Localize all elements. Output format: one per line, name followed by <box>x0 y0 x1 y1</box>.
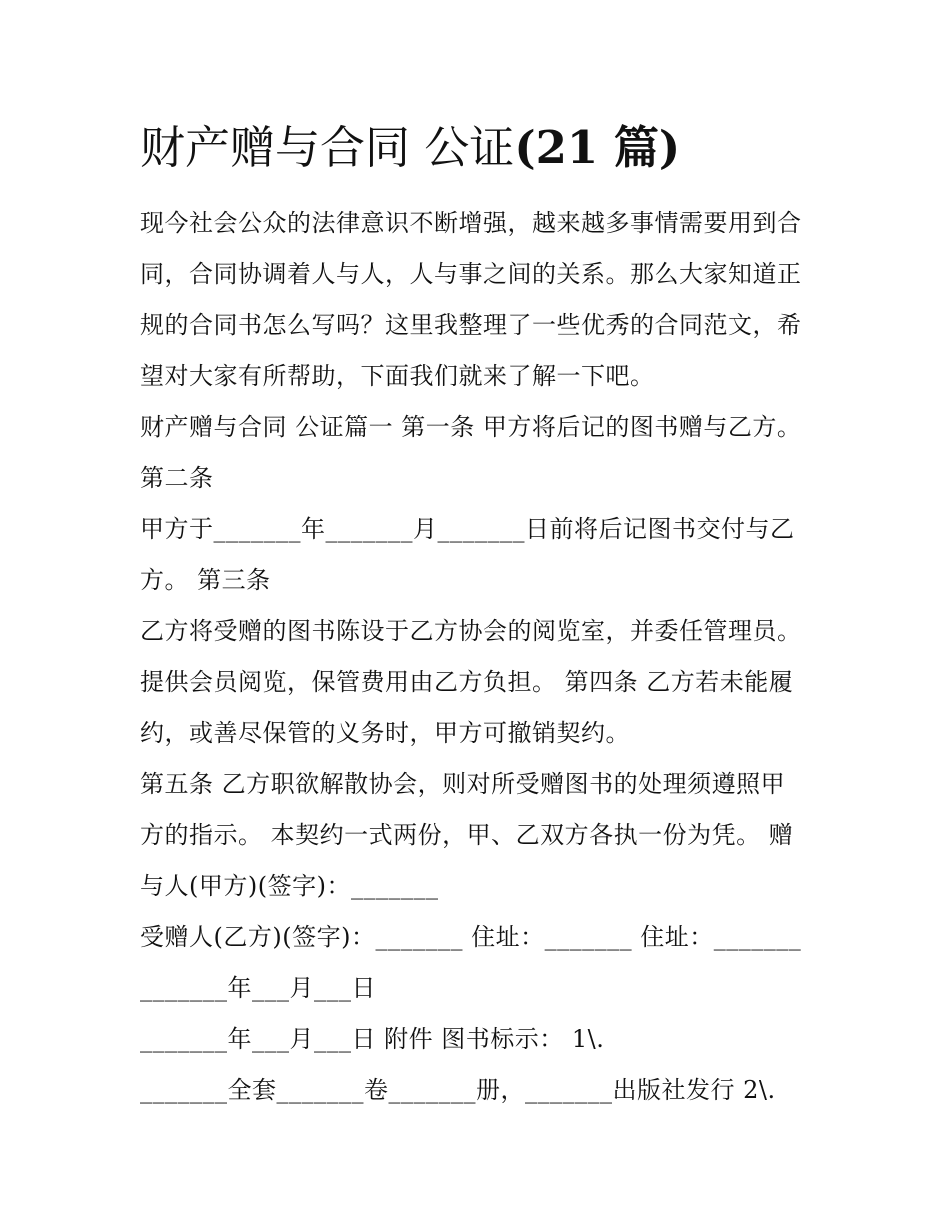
paragraph-line: 乙方将受赠的图书陈设于乙方协会的阅览室，并委任管理员。 <box>140 617 802 645</box>
paragraph-line: 第五条 乙方职欲解散协会，则对所受赠图书的处理须遵照甲 <box>140 770 786 798</box>
paragraph-line: 与人(甲方)(签字)：_______ <box>140 872 439 900</box>
paragraph-line: 甲方于_______年_______月_______日前将后记图书交付与乙 <box>140 515 795 543</box>
paragraph-line: _______全套_______卷_______册，_______出版社发行 2\. <box>140 1076 776 1104</box>
document-body <box>140 201 820 1119</box>
paragraph-line: 提供会员阅览，保管费用由乙方负担。 第四条 乙方若未能履 <box>140 668 794 696</box>
paragraph-line: _______年___月___日 <box>140 974 376 1002</box>
document-title <box>140 118 680 178</box>
paragraph-line: _______年___月___日 附件 图书标示： 1\. <box>140 1025 605 1053</box>
title-count: (21 篇) <box>514 121 681 174</box>
paragraph-line: 第二条 <box>140 464 214 492</box>
paragraph-line: 方的指示。 本契约一式两份，甲、乙双方各执一份为凭。 赠 <box>140 821 794 849</box>
paragraph-line: 现今社会公众的法律意识不断增强，越来越多事情需要用到合 <box>140 209 802 237</box>
paragraph-line: 同，合同协调着人与人，人与事之间的关系。那么大家知道正 <box>140 260 802 288</box>
title-main: 财产赠与合同 公证 <box>140 121 515 174</box>
paragraph-line: 财产赠与合同 公证篇一 第一条 甲方将后记的图书赠与乙方。 <box>140 413 802 441</box>
paragraph-line: 方。 第三条 <box>140 566 271 594</box>
paragraph-line: 受赠人(乙方)(签字)：_______ 住址：_______ 住址：_______ <box>140 923 802 951</box>
paragraph-line: 望对大家有所帮助，下面我们就来了解一下吧。 <box>140 362 655 390</box>
paragraph-line: 约，或善尽保管的义务时，甲方可撤销契约。 <box>140 719 630 747</box>
paragraph-line: 规的合同书怎么写吗？这里我整理了一些优秀的合同范文，希 <box>140 311 802 339</box>
